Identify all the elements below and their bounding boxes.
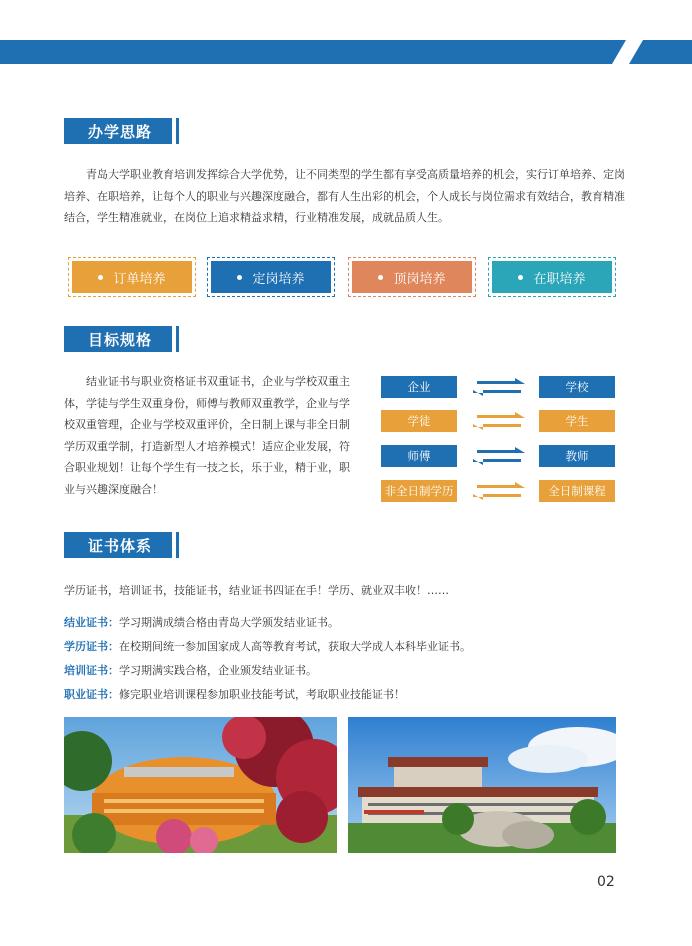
mode-pill-fixed-post <box>207 257 335 297</box>
mode-pill-order <box>68 257 196 297</box>
mode-pill-internship <box>348 257 476 297</box>
philosophy-paragraph: 青岛大学职业教育培训发挥综合大学优势，让不同类型的学生都有享受高质量培养的机会，实行订单培养、定岗培养、在职培养，让每个人的职业与兴趣深度融合，都有人生出彩的机会，个人成长与岗位需求有效结合，教育精准结合，学生精准就业，在岗位上追求精益求精，行业精准发展，成就品质人生。 <box>64 168 625 224</box>
top-banner-stripe <box>0 40 692 64</box>
mode-pill-in-service <box>488 257 616 297</box>
exchange-arrows-icon <box>471 412 527 430</box>
mode-label: 在职培养 <box>533 271 586 287</box>
campus-photo-main-building <box>348 717 616 853</box>
cert-item-degree: 学历证书：在校期间统一参加国家成人高等教育考试，获取大学成人本科毕业证书。 <box>64 640 471 653</box>
pair-left-enterprise: 企业 <box>381 376 457 398</box>
pair-right-full-time-course: 全日制课程 <box>539 480 615 502</box>
mode-label: 订单培养 <box>113 271 166 287</box>
section-heading-goals <box>64 326 179 352</box>
campus-photo-gymnasium <box>64 717 337 853</box>
section-heading-philosophy <box>64 118 179 144</box>
exchange-arrows-icon <box>471 447 527 465</box>
section-title-goals: 目标规格 <box>64 326 172 352</box>
cert-item-vocational: 职业证书：修完职业培训课程参加职业技能考试，考取职业技能证书！ <box>64 688 405 701</box>
heading-accent-bar <box>176 326 179 352</box>
certificates-intro: 学历证书，培训证书，技能证书，结业证书四证在手！学历、就业双丰收！…… <box>64 584 449 597</box>
section-heading-certificates <box>64 532 179 558</box>
pair-left-master: 师傅 <box>381 445 457 467</box>
pair-left-part-time-degree: 非全日制学历 <box>381 480 457 502</box>
cert-item-completion: 结业证书：学习期满成绩合格由青岛大学颁发结业证书。 <box>64 616 339 629</box>
bullet-dot-icon <box>378 275 383 280</box>
bullet-dot-icon <box>98 275 103 280</box>
pair-right-student: 学生 <box>539 410 615 432</box>
section-title-certificates: 证书体系 <box>64 532 172 558</box>
heading-accent-bar <box>176 532 179 558</box>
pair-right-teacher: 教师 <box>539 445 615 467</box>
goals-paragraph: 结业证书与职业资格证书双重证书，企业与学校双重主体，学徒与学生双重身份，师傅与教师双重教学，企业与学校双重管理，企业与学校双重评价，全日制上课与非全日制学历双重学制，打造新型人才培养模式！适应企业发展，符合职业规划！让每个学生有一技之长，乐于业，精于业，职业与兴趣深度融合！ <box>64 375 350 496</box>
pair-right-school: 学校 <box>539 376 615 398</box>
exchange-arrows-icon <box>471 482 527 500</box>
page-number: 02 <box>597 874 615 890</box>
mode-label: 顶岗培养 <box>393 271 446 287</box>
exchange-arrows-icon <box>471 378 527 396</box>
section-title-philosophy: 办学思路 <box>64 118 172 144</box>
bullet-dot-icon <box>237 275 242 280</box>
heading-accent-bar <box>176 118 179 144</box>
pair-left-apprentice: 学徒 <box>381 410 457 432</box>
mode-label: 定岗培养 <box>252 271 305 287</box>
bullet-dot-icon <box>518 275 523 280</box>
cert-item-training: 培训证书：学习期满实践合格，企业颁发结业证书。 <box>64 664 317 677</box>
